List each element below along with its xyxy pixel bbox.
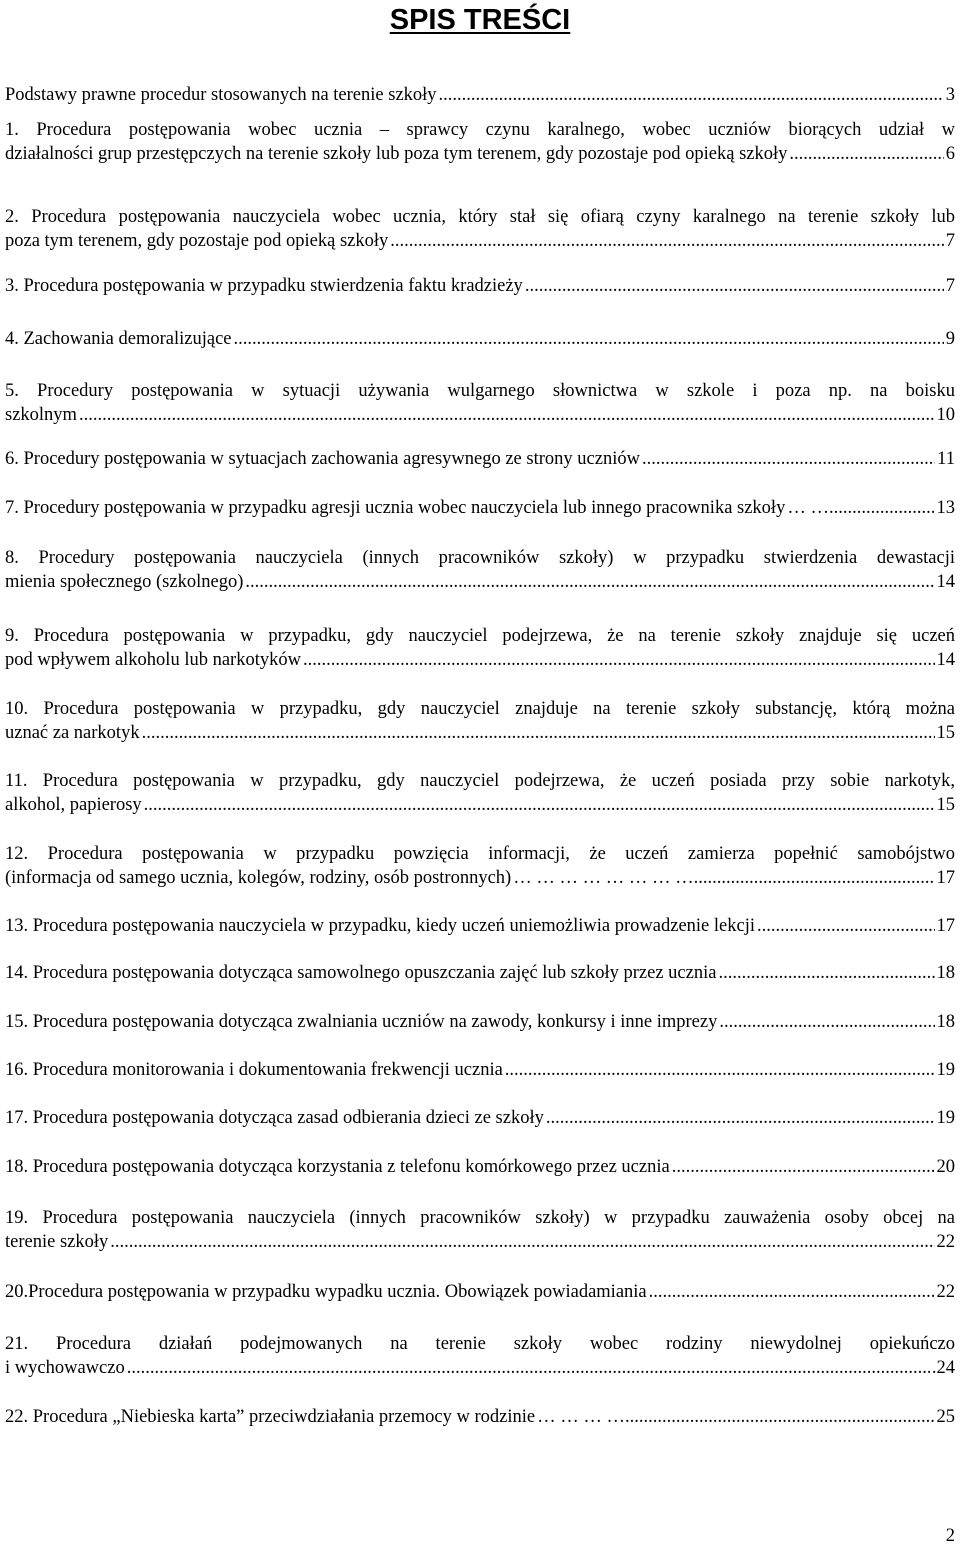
toc-entry-text: 20.Procedura postępowania w przypadku wypadku ucznia. Obowiązek powiadamiania — [5, 1282, 647, 1302]
toc-entry-text: 14. Procedura postępowania dotycząca samowolnego opuszczania zajęć lub szkoły przez ucznia — [5, 963, 717, 983]
toc-page-number: 13 — [936, 498, 955, 518]
toc-entry-text: mienia społecznego (szkolnego) — [5, 572, 244, 592]
toc-entry[interactable] — [5, 842, 955, 890]
toc-entry[interactable] — [5, 961, 955, 985]
toc-page-number: 18 — [936, 1012, 955, 1032]
toc-entry-text: 21. Procedura działań podejmowanych na terenie szkoły wobec rodziny niewydolnej opiekuńczo — [5, 1334, 955, 1354]
toc-dot-leader: ................................................................................................................................................. ..... — [142, 721, 935, 745]
toc-page-number: 20 — [936, 1157, 955, 1177]
toc-dot-leader: … … ..... — [787, 496, 934, 520]
page-title: SPIS TREŚCI — [389, 4, 571, 36]
toc-page-number: 18 — [936, 963, 955, 983]
toc-entry[interactable] — [5, 697, 955, 745]
toc-entry-text: 1. Procedura postępowania wobec ucznia – sprawcy czynu karalnego, wobec uczniów biorących udział w — [5, 120, 955, 140]
toc-dot-leader: ...................................................................................... ..... — [439, 83, 944, 107]
toc-dot-leader: ............................................................................................................................................... ..... — [144, 793, 935, 817]
toc-page-number: 9 — [945, 329, 955, 349]
toc-entry-text: Podstawy prawne procedur stosowanych na terenie szkoły — [5, 85, 437, 105]
toc-entry-text: uznać za narkotyk — [5, 723, 140, 743]
toc-page-number: 19 — [936, 1108, 955, 1128]
toc-page-number: 22 — [936, 1232, 955, 1252]
toc-entry[interactable] — [5, 496, 955, 520]
toc-entry[interactable] — [5, 447, 955, 471]
toc-entry-text: działalności grup przestępczych na terenie szkoły lub poza tym terenem, gdy pozostaje pod opieką szkoły — [5, 144, 788, 164]
toc-entry-text: 6. Procedury postępowania w sytuacjach zachowania agresywnego ze strony uczniów — [5, 449, 640, 469]
toc-entry[interactable] — [5, 118, 955, 166]
toc-dot-leader: ...................................................................................................................... ..... — [245, 570, 934, 594]
toc-entry-text: alkohol, papierosy — [5, 795, 142, 815]
toc-page-number: 17 — [936, 916, 955, 936]
toc-entry-text: 9. Procedura postępowania w przypadku, gdy nauczyciel podejrzewa, że na terenie szkoły znajduje się uczeń — [5, 626, 955, 646]
toc-entry-text: 11. Procedura postępowania w przypadku, gdy nauczyciel podejrzewa, że uczeń posiada przy sobie narkotyk, — [5, 771, 955, 791]
toc-entry[interactable] — [5, 274, 955, 298]
toc-dot-leader: ....................................................................................................................................................... ..... — [110, 1230, 934, 1254]
toc-entry[interactable] — [5, 1010, 955, 1034]
toc-entry[interactable] — [5, 914, 955, 938]
toc-page-number: 15 — [936, 795, 955, 815]
toc-entry[interactable] — [5, 1206, 955, 1254]
toc-entry[interactable] — [5, 1280, 955, 1304]
toc-page-number: 11 — [937, 449, 955, 469]
toc-dot-leader: … … … … ..... — [537, 1405, 934, 1429]
page-number: 2 — [945, 1526, 955, 1546]
toc-entry[interactable] — [5, 1155, 955, 1179]
toc-dot-leader: ........................................................................................................... ..... — [303, 648, 935, 672]
toc-dot-leader: ................................ ..... — [649, 1280, 935, 1304]
toc-entry[interactable] — [5, 624, 955, 672]
toc-page-number: .24 — [931, 1358, 955, 1378]
toc-dot-leader: .................. ..... — [718, 961, 934, 985]
toc-entry-text: 4. Zachowania demoralizujące — [5, 329, 232, 349]
toc-dot-leader: .................................................................................................................................................... ..... — [127, 1356, 930, 1380]
toc-entry-text: 8. Procedury postępowania nauczyciela (innych pracowników szkoły) w przypadku stwierdzenia dewastacji — [5, 548, 955, 568]
toc-entry-text: 16. Procedura monitorowania i dokumentowania frekwencji ucznia — [5, 1060, 503, 1080]
toc-entry[interactable] — [5, 327, 955, 351]
toc-page-number: 22 — [936, 1282, 955, 1302]
toc-page-number: 14 — [936, 650, 955, 670]
toc-entry-text: terenie szkoły — [5, 1232, 109, 1252]
toc-entry[interactable] — [5, 83, 955, 107]
toc-page-number: 7 — [945, 276, 955, 296]
toc-dot-leader: ....................................................................................... ..... — [390, 229, 943, 253]
toc-dot-leader: … … … … … … … …...... ..... — [513, 866, 934, 890]
toc-dot-leader: ........ ..... — [757, 914, 935, 938]
toc-entry-text: 10. Procedura postępowania w przypadku, gdy nauczyciel znajduje na terenie szkoły substancję, którą można — [5, 699, 955, 719]
toc-entry-text: 12. Procedura postępowania w przypadku powzięcia informacji, że uczeń zamierza popełnić samobójstwo — [5, 844, 955, 864]
toc-page-number: 7 — [945, 231, 955, 251]
toc-entry-text: 13. Procedura postępowania nauczyciela w przypadku, kiedy uczeń uniemożliwia prowadzenie lekcji — [5, 916, 755, 936]
toc-entry[interactable] — [5, 1106, 955, 1130]
toc-page-number: 10 — [936, 405, 955, 425]
toc-entry[interactable] — [5, 546, 955, 594]
toc-entry-text: 22. Procedura „Niebieska karta” przeciwdziałania przemocy w rodzinie — [5, 1407, 536, 1427]
toc-dot-leader: ................................ ..... — [672, 1155, 935, 1179]
toc-page-number: 6 — [945, 144, 955, 164]
toc-page-number: 19 — [936, 1060, 955, 1080]
toc-entry[interactable] — [5, 1332, 955, 1380]
toc-entry-text: pod wpływem alkoholu lub narkotyków — [5, 650, 301, 670]
toc-dot-leader: ............................................................................................................................................................................ ..... — [79, 403, 935, 427]
toc-entry-text: szkolnym — [5, 405, 77, 425]
toc-entry-text: 7. Procedury postępowania w przypadku agresji ucznia wobec nauczyciela lub innego pracownika szkoły — [5, 498, 786, 518]
toc-dot-leader: .................................................................. ..... — [505, 1058, 935, 1082]
toc-dot-leader: ................... ..... — [719, 1010, 934, 1034]
toc-entry[interactable] — [5, 379, 955, 427]
toc-entry-text: 3. Procedura postępowania w przypadku stwierdzenia faktu kradzieży — [5, 276, 523, 296]
toc-entry-text: 19. Procedura postępowania nauczyciela (innych pracowników szkoły) w przypadku zauważenia osoby obcej na — [5, 1208, 955, 1228]
toc-entry-text: 2. Procedura postępowania nauczyciela wobec ucznia, który stał się ofiarą czyny karalnego na terenie szkoły lub — [5, 207, 955, 227]
toc-entry[interactable] — [5, 769, 955, 817]
toc-page-number: 15 — [936, 723, 955, 743]
toc-dot-leader: ...................................................................... ..... — [525, 274, 944, 298]
toc-entry-text: i wychowawczo — [5, 1358, 125, 1378]
toc-page-number: 14 — [936, 572, 955, 592]
toc-page-number: 17 — [936, 868, 955, 888]
toc-entry-text: (informacja od samego ucznia, kolegów, rodziny, osób postronnych) — [5, 868, 512, 888]
toc-entry[interactable] — [5, 1405, 955, 1429]
toc-entry-text: poza tym terenem, gdy pozostaje pod opieką szkoły — [5, 231, 389, 251]
toc-entry[interactable] — [5, 1058, 955, 1082]
toc-dot-leader: ..................................................... ..... — [546, 1106, 935, 1130]
toc-dot-leader: ........................................................................................................................................... ..... — [234, 327, 944, 351]
toc-entry[interactable] — [5, 205, 955, 253]
toc-page-number: 3 — [945, 85, 955, 105]
toc-entry-text: 17. Procedura postępowania dotycząca zasad odbierania dzieci ze szkoły — [5, 1108, 544, 1128]
toc-entry-text: 15. Procedura postępowania dotycząca zwalniania uczniów na zawody, konkursy i inne imprezy — [5, 1012, 718, 1032]
toc-dot-leader: ...... ..... — [789, 142, 943, 166]
toc-entry-text: 18. Procedura postępowania dotycząca korzystania z telefonu komórkowego przez ucznia — [5, 1157, 670, 1177]
toc-page-number: 25 — [936, 1407, 955, 1427]
toc-entry-text: 5. Procedury postępowania w sytuacji używania wulgarnego słownictwa w szkole i poza np. na boisku — [5, 381, 955, 401]
toc-dot-leader: ............................. ..... — [642, 447, 935, 471]
